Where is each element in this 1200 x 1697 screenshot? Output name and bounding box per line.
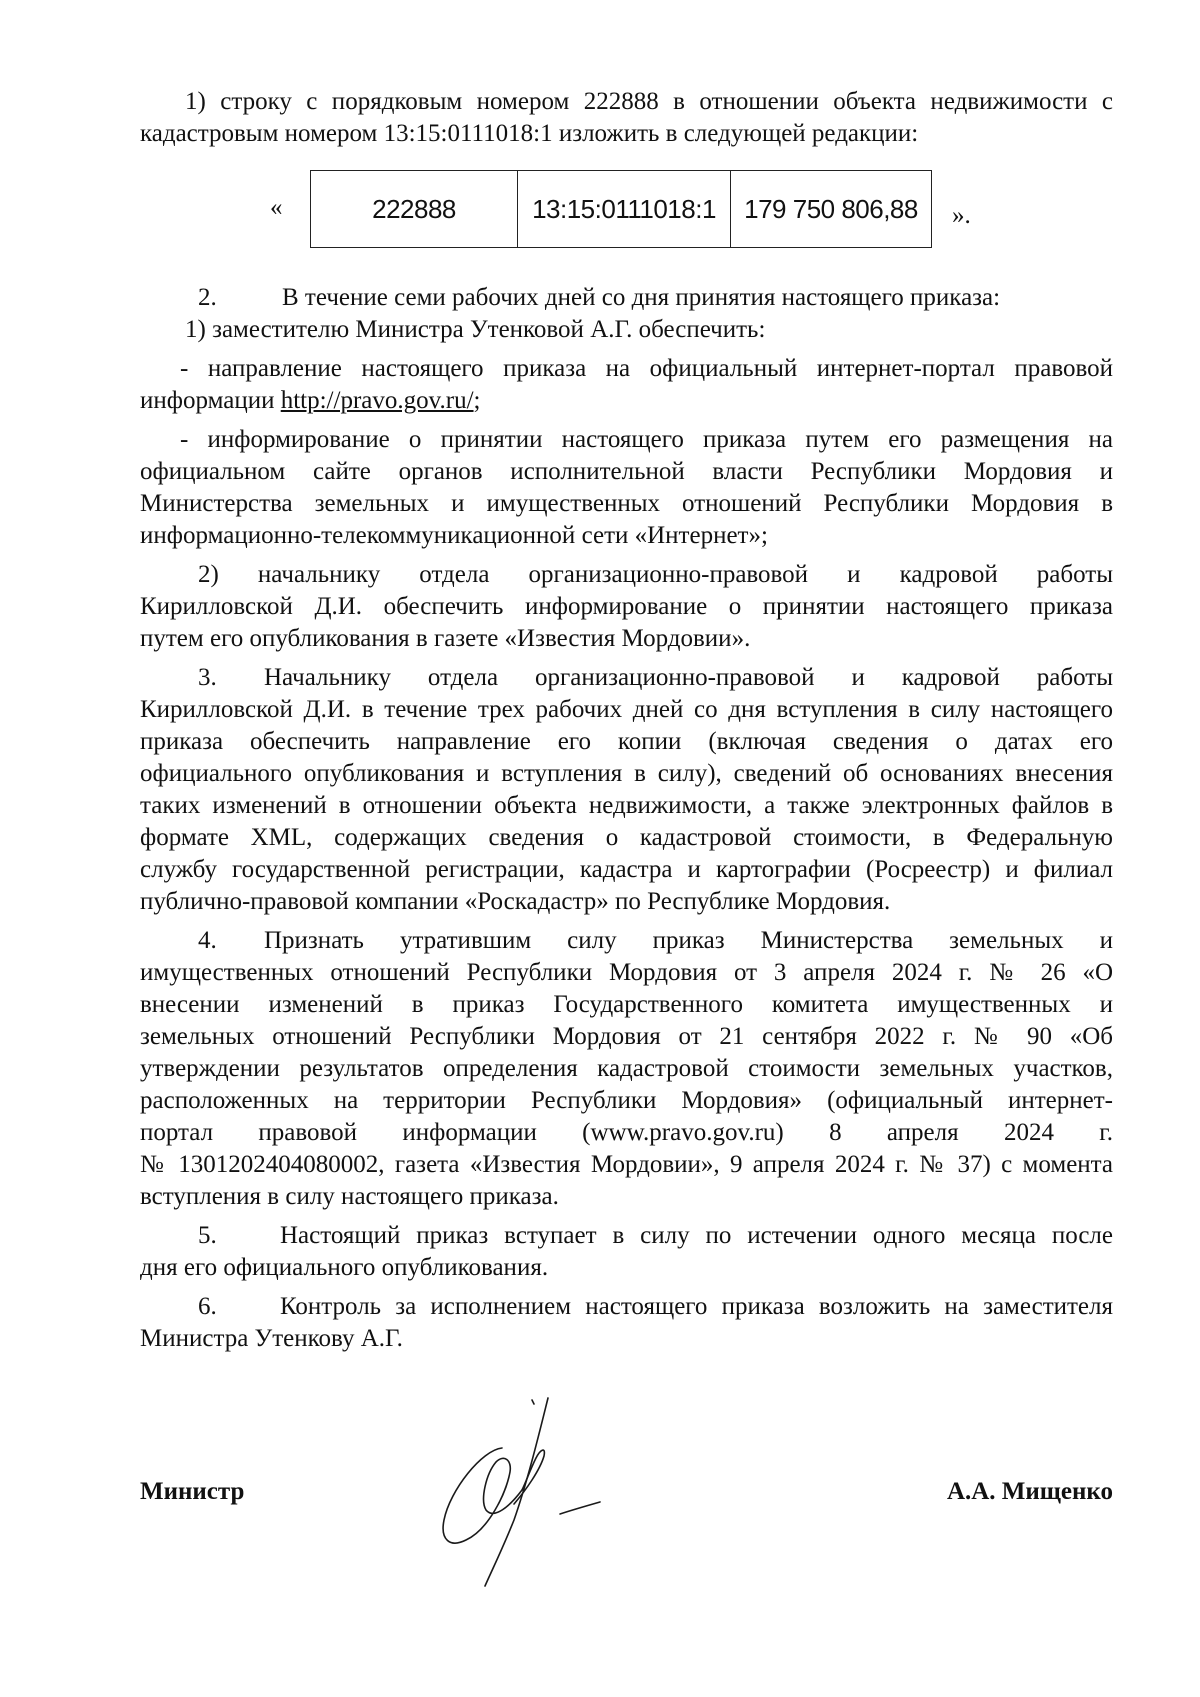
open-quote: « [270, 194, 283, 221]
paragraph-line: 1) строку с порядковым номером 222888 в отношении объекта недвижимости с [185, 88, 1113, 115]
paragraph-line: информационно-телекоммуникационной сети «Интернет»; [140, 522, 768, 549]
paragraph-line: утверждении результатов определения кадастровой стоимости земельных участков, [140, 1055, 1113, 1082]
cadastral-table [310, 170, 932, 248]
paragraph-line: расположенных на территории Республики Мордовия» (официальный интернет- [140, 1087, 1113, 1114]
paragraph-number: 4. [198, 927, 217, 954]
paragraph-line: службу государственной регистрации, кадастра и картографии (Росреестр) и филиал [140, 856, 1113, 883]
signer-position: Министр [140, 1478, 245, 1505]
paragraph-line: земельных отношений Республики Мордовия от 21 сентября 2022 г. № 90 «Об [140, 1023, 1113, 1050]
table-row [311, 171, 932, 248]
paragraph-line: приказа обеспечить направление его копии (включая сведения о датах его [140, 728, 1113, 755]
paragraph-line: Министерства земельных и имущественных отношений Республики Мордовия в [140, 490, 1113, 517]
paragraph-line: дня его официального опубликования. [140, 1254, 549, 1281]
table-cell-value: 179 750 806,88 [731, 171, 932, 248]
paragraph-line: 2) начальнику отдела организационно-правовой и кадровой работы [198, 561, 1113, 588]
paragraph-line: Признать утратившим силу приказ Министерства земельных и [264, 927, 1113, 954]
close-quote: ». [952, 202, 971, 229]
paragraph-line: № 1301202404080002, газета «Известия Мордовии», 9 апреля 2024 г. № 37) с момента [140, 1151, 1113, 1178]
paragraph-line: Контроль за исполнением настоящего приказа возложить на заместителя [280, 1293, 1113, 1320]
paragraph-line: Кирилловской Д.И. обеспечить информирование о принятии настоящего приказа [140, 593, 1113, 620]
paragraph-line: В течение семи рабочих дней со дня принятия настоящего приказа: [282, 284, 1001, 311]
paragraph-line: официальном сайте органов исполнительной власти Республики Мордовия и [140, 458, 1113, 485]
paragraph-line: Министра Утенкову А.Г. [140, 1325, 403, 1352]
paragraph-line: Настоящий приказ вступает в силу по истечении одного месяца после [280, 1222, 1113, 1249]
paragraph-line: - направление настоящего приказа на официальный интернет-портал правовой [180, 355, 1113, 382]
handwritten-signature [430, 1390, 650, 1590]
paragraph-line: формате XML, содержащих сведения о кадастровой стоимости, в Федеральную [140, 824, 1113, 851]
paragraph-line: таких изменений в отношении объекта недвижимости, а также электронных файлов в [140, 792, 1113, 819]
signer-name: А.А. Мищенко [946, 1478, 1113, 1505]
paragraph-line: портал правовой информации (www.pravo.gov.ru) 8 апреля 2024 г. [140, 1119, 1113, 1146]
table-cell-number: 222888 [311, 171, 518, 248]
paragraph-number: 5. [198, 1222, 217, 1249]
text-span: ; [473, 387, 481, 414]
paragraph-line: вступления в силу настоящего приказа. [140, 1183, 559, 1210]
paragraph-line: официального опубликования и вступления в силу), сведений об основаниях внесения [140, 760, 1113, 787]
paragraph-line: 1) заместителю Министра Утенковой А.Г. обеспечить: [185, 316, 766, 343]
text-span: информации [140, 387, 281, 414]
paragraph-line: Начальнику отдела организационно-правовой и кадровой работы [264, 664, 1113, 691]
pravo-link[interactable]: http://pravo.gov.ru/ [280, 387, 474, 414]
paragraph-number: 2. [198, 284, 217, 311]
paragraph-line: внесении изменений в приказ Государственного комитета имущественных и [140, 991, 1113, 1018]
paragraph-line: Кирилловской Д.И. в течение трех рабочих дней со дня вступления в силу настоящего [140, 696, 1113, 723]
paragraph-line: путем его опубликования в газете «Известия Мордовии». [140, 625, 751, 652]
paragraph-line: - информирование о принятии настоящего приказа путем его размещения на [180, 426, 1113, 453]
paragraph-line [140, 385, 1113, 417]
paragraph-line: кадастровым номером 13:15:0111018:1 изложить в следующей редакции: [140, 120, 919, 147]
paragraph-number: 3. [198, 664, 217, 691]
paragraph-number: 6. [198, 1293, 217, 1320]
paragraph-line: публично-правовой компании «Роскадастр» по Республике Мордовия. [140, 888, 891, 915]
table-cell-cadastral: 13:15:0111018:1 [518, 171, 731, 248]
paragraph-line: имущественных отношений Республики Мордовия от 3 апреля 2024 г. № 26 «О [140, 959, 1113, 986]
